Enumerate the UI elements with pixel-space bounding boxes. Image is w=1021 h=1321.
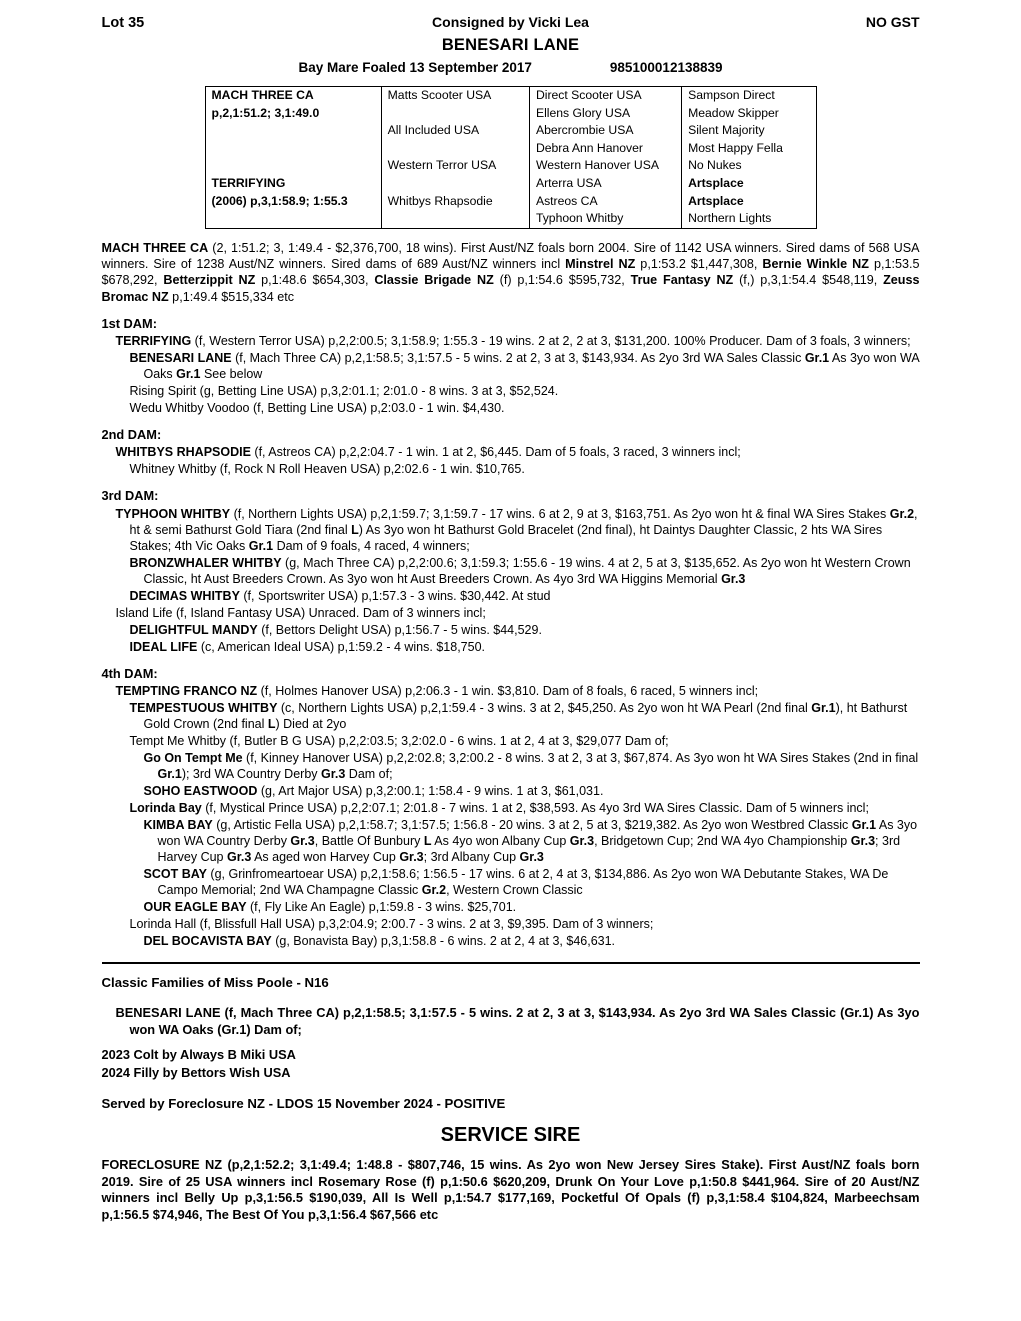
pedigree-row: [205, 105, 816, 123]
pedigree-entry: Lorinda Bay (f, Mystical Prince USA) p,2,2:07.1; 2:01.8 - 7 wins. 1 at 2, $38,593. As 4yo 3rd WA Sires Classic. Dam of 5 winners incl;: [129, 801, 869, 816]
pedigree-cell: Artsplace: [688, 175, 744, 190]
pedigree-cell: Direct Scooter USA: [529, 86, 681, 104]
pedigree-entry: WHITBYS RHAPSODIE (f, Astreos CA) p,2,2:04.7 - 1 win. 1 at 2, $6,445. Dam of 5 foals, 3 raced, 3 winners incl;: [115, 445, 741, 460]
pedigree-cell: [205, 122, 381, 140]
list-item: 2024 Filly by Bettors Wish USA: [101, 1065, 291, 1081]
service-sire-heading: SERVICE SIRE: [440, 1123, 581, 1146]
progeny-list: [102, 1047, 920, 1082]
pedigree-cell: [381, 105, 529, 123]
pedigree-row: [205, 193, 816, 211]
dam-sections: [102, 316, 920, 950]
pedigree-cell: Abercrombie USA: [529, 122, 681, 140]
microchip-number: 985100012138839: [609, 59, 723, 75]
pedigree-entry: Rising Spirit (g, Betting Line USA) p,3,2:01.1; 2:01.0 - 8 wins. 3 at 3, $52,524.: [129, 384, 559, 399]
gst-status: NO GST: [865, 14, 920, 30]
pedigree-cell: Typhoon Whitby: [529, 210, 681, 228]
pedigree-cell: Meadow Skipper: [688, 105, 779, 120]
pedigree-entry: Go On Tempt Me (f, Kinney Hanover USA) p,2,2:02.8; 3,2:00.2 - 8 wins. 3 at 2, 3 at 3, $67,874. As 3yo won ht WA Sires Stakes (2nd in final Gr.1); 3rd WA Country Derby Gr.3 Dam of;: [143, 751, 919, 782]
pedigree-cell: Ellens Glory USA: [529, 105, 681, 123]
pedigree-entry: SCOT BAY (g, Grinfromeartoear USA) p,2,1:58.6; 1:56.5 - 17 wins. 6 at 2, 4 at 3, $134,886. As 2yo won WA Debutante Stakes, WA De Campo Memorial; 2nd WA Champagne Classic Gr.2, Western Crown Classic: [143, 867, 889, 898]
pedigree-row: [205, 140, 816, 158]
pedigree-entry: IDEAL LIFE (c, American Ideal USA) p,1:59.2 - 4 wins. $18,750.: [129, 639, 485, 654]
service-status: Served by Foreclosure NZ - LDOS 15 November 2024 - POSITIVE: [101, 1095, 506, 1111]
pedigree-entry: Whitney Whitby (f, Rock N Roll Heaven USA) p,2:02.6 - 1 win. $10,765.: [129, 462, 525, 477]
pedigree-row: [205, 86, 816, 104]
lot-number: Lot 35: [101, 15, 145, 31]
section-divider: [102, 962, 920, 964]
pedigree-entry: Lorinda Hall (f, Blissfull Hall USA) p,3,2:04.9; 2:00.7 - 3 wins. 2 at 3, $9,395. Dam of 3 winners;: [129, 917, 654, 932]
pedigree-cell: Sampson Direct: [688, 87, 775, 102]
dam-heading: 4th DAM:: [101, 665, 158, 681]
pedigree-table-wrapper: [102, 86, 920, 229]
pedigree-cell: Arterra USA: [529, 175, 681, 193]
pedigree-cell: Western Hanover USA: [529, 157, 681, 175]
pedigree-cell: [381, 140, 529, 158]
pedigree-cell: Silent Majority: [688, 123, 765, 138]
consignor: Consigned by Vicki Lea: [432, 14, 589, 30]
service-sire-paragraph: FORECLOSURE NZ (p,2,1:52.2; 3,1:49.4; 1:48.8 - $807,746, 15 wins. As 2yo won New Jersey Sires Stake). First Aust/NZ foals born 2019. Sire of 25 USA winners incl Rosemary Rose (f) p,1:50.6 $620,209, Drunk On Your Love p,1:50.8 $441,964. Sire of 20 Aust/NZ winners incl Belly Up p,3,1:56.5 $190,039, All Is Well p,1:54.7 $177,169, Pocketful Of Opals (f) p,3,1:58.4 $104,824, Marbeechsam p,1:56.5 $74,946, The Best Of You p,3,1:56.4 $67,566 etc: [101, 1157, 920, 1222]
pedigree-entry: BRONZWHALER WHITBY (g, Mach Three CA) p,2,2:00.6; 3,1:59.3; 1:55.6 - 19 wins. 4 at 2, 5 at 3, $135,652. As 2yo won ht Western Crown Classic, ht Aust Breeders Crown. As 3yo won ht Aust Breeders Crown. As 4yo 3rd WA Higgins Memorial Gr.3: [129, 555, 911, 586]
pedigree-cell: p,2,1:51.2; 3,1:49.0: [205, 105, 381, 123]
pedigree-entry: KIMBA BAY (g, Artistic Fella USA) p,2,1:58.7; 3,1:57.5; 1:56.8 - 20 wins. 3 at 2, 5 at 3, $219,382. As 2yo won Westbred Classic Gr.1 As 3yo won WA Country Derby Gr.3, Battle Of Bunbury L As 4yo won Albany Cup Gr.3, Bridgetown Cup; 2nd WA 4yo Championship Gr.3; 3rd Harvey Cup Gr.3 As aged won Harvey Cup Gr.3; 3rd Albany Cup Gr.3: [143, 818, 918, 865]
pedigree-entry: DECIMAS WHITBY (f, Sportswriter USA) p,1:57.3 - 3 wins. $30,442. At stud: [129, 588, 551, 603]
pedigree-row: [205, 175, 816, 193]
pedigree-entry: SOHO EASTWOOD (g, Art Major USA) p,3,2:00.1; 1:58.4 - 9 wins. 1 at 3, $61,031.: [143, 784, 604, 799]
pedigree-row: [205, 157, 816, 175]
pedigree-cell: Matts Scooter USA: [381, 86, 529, 104]
pedigree-entry: BENESARI LANE (f, Mach Three CA) p,2,1:58.5; 3,1:57.5 - 5 wins. 2 at 2, 3 at 3, $143,934. As 2yo 3rd WA Sales Classic Gr.1 As 3yo won WA Oaks Gr.1 See below: [129, 351, 919, 382]
pedigree-cell: [381, 175, 529, 193]
list-item: 2023 Colt by Always B Miki USA: [101, 1046, 296, 1062]
dam-heading: 1st DAM:: [101, 315, 157, 331]
pedigree-cell: All Included USA: [381, 122, 529, 140]
pedigree-cell: [205, 140, 381, 158]
pedigree-row: [205, 122, 816, 140]
pedigree-cell: No Nukes: [688, 158, 742, 173]
pedigree-cell: (2006) p,3,1:58.9; 1:55.3: [205, 193, 381, 211]
pedigree-cell: Western Terror USA: [381, 157, 529, 175]
pedigree-row: [205, 210, 816, 228]
pedigree-entry: TERRIFYING (f, Western Terror USA) p,2,2:00.5; 3,1:58.9; 1:55.3 - 19 wins. 2 at 2, 2 at 3, $131,200. 100% Producer. Dam of 3 foals, 3 winners;: [115, 334, 911, 349]
pedigree-entry: DELIGHTFUL MANDY (f, Bettors Delight USA) p,1:56.7 - 5 wins. $44,529.: [129, 622, 542, 637]
pedigree-entry: DEL BOCAVISTA BAY (g, Bonavista Bay) p,3,1:58.8 - 6 wins. 2 at 2, 4 at 3, $46,631.: [143, 934, 616, 949]
pedigree-cell: [205, 157, 381, 175]
pedigree-entry: OUR EAGLE BAY (f, Fly Like An Eagle) p,1:59.8 - 3 wins. $25,701.: [143, 900, 517, 915]
pedigree-cell: Northern Lights: [688, 211, 772, 226]
header-top-row: [102, 14, 920, 33]
pedigree-cell: [205, 210, 381, 228]
pedigree-entry: TYPHOON WHITBY (f, Northern Lights USA) p,2,1:59.7; 3,1:59.7 - 17 wins. 6 at 2, 9 at 3, $163,751. As 2yo won ht & final WA Sires Stakes Gr.2, ht & semi Bathurst Gold Tiara (2nd final L) As 3yo won ht Bathurst Gold Bracelet (2nd final), ht Daintys Daughter Classic, 2 hts WA Sires Stakes; 4th Vic Oaks Gr.1 Dam of 9 foals, 4 raced, 4 winners;: [115, 506, 918, 553]
pedigree-entry: Tempt Me Whitby (f, Butler B G USA) p,2,2:03.5; 3,2:02.0 - 6 wins. 1 at 2, 4 at 3, $29,077 Dam of;: [129, 734, 669, 749]
pedigree-cell: MACH THREE CA: [205, 86, 381, 104]
dam-heading: 3rd DAM:: [101, 488, 159, 504]
pedigree-cell: Astreos CA: [529, 193, 681, 211]
pedigree-entry: Wedu Whitby Voodoo (f, Betting Line USA) p,2:03.0 - 1 win. $4,430.: [129, 401, 505, 416]
pedigree-entry: TEMPESTUOUS WHITBY (c, Northern Lights USA) p,2,1:59.4 - 3 wins. 3 at 2, $45,250. As 2yo won ht WA Pearl (2nd final Gr.1), ht Bathurst Gold Crown (2nd final L) Died at 2yo: [129, 701, 908, 732]
pedigree-cell: Whitbys Rhapsodie: [381, 193, 529, 211]
pedigree-cell: Artsplace: [688, 193, 744, 208]
pedigree-table: [205, 86, 817, 229]
dam-heading: 2nd DAM:: [101, 427, 162, 443]
pedigree-entry: TEMPTING FRANCO NZ (f, Holmes Hanover USA) p,2:06.3 - 1 win. $3,810. Dam of 8 foals, 6 raced, 5 winners incl;: [115, 684, 759, 699]
page-title: BENESARI LANE: [441, 35, 580, 54]
subject-summary: BENESARI LANE (f, Mach Three CA) p,2,1:58.5; 3,1:57.5 - 5 wins. 2 at 2, 3 at 3, $143,934. As 2yo 3rd WA Sales Classic (Gr.1) As 3yo won WA Oaks (Gr.1) Dam of;: [115, 1005, 920, 1037]
foaling-details: Bay Mare Foaled 13 September 2017: [298, 59, 532, 75]
pedigree-cell: [381, 210, 529, 228]
pedigree-cell: Debra Ann Hanover: [529, 140, 681, 158]
pedigree-entry: Island Life (f, Island Fantasy USA) Unraced. Dam of 3 winners incl;: [115, 605, 486, 620]
sire-summary-paragraph: MACH THREE CA (2, 1:51.2; 3, 1:49.4 - $2,376,700, 18 wins). First Aust/NZ foals born 2004. Sire of 1142 USA winners. Sired dams of 568 USA winners. Sire of 1238 Aust/NZ winners. Sired dams of 689 Aust/NZ winners incl Minstrel NZ p,1:53.2 $1,447,308, Bernie Winkle NZ p,1:53.5 $678,292, Betterzippit NZ p,1:48.6 $654,303, Classie Brigade NZ (f) p,1:54.6 $595,732, True Fantasy NZ (f,) p,3,1:54.4 $548,119, Zeuss Bromac NZ p,1:49.4 $515,334 etc: [101, 240, 920, 304]
header-detail-row: [102, 59, 920, 76]
pedigree-cell: Most Happy Fella: [688, 140, 783, 155]
pedigree-cell: TERRIFYING: [205, 175, 381, 193]
classic-families: Classic Families of Miss Poole - N16: [101, 975, 329, 991]
